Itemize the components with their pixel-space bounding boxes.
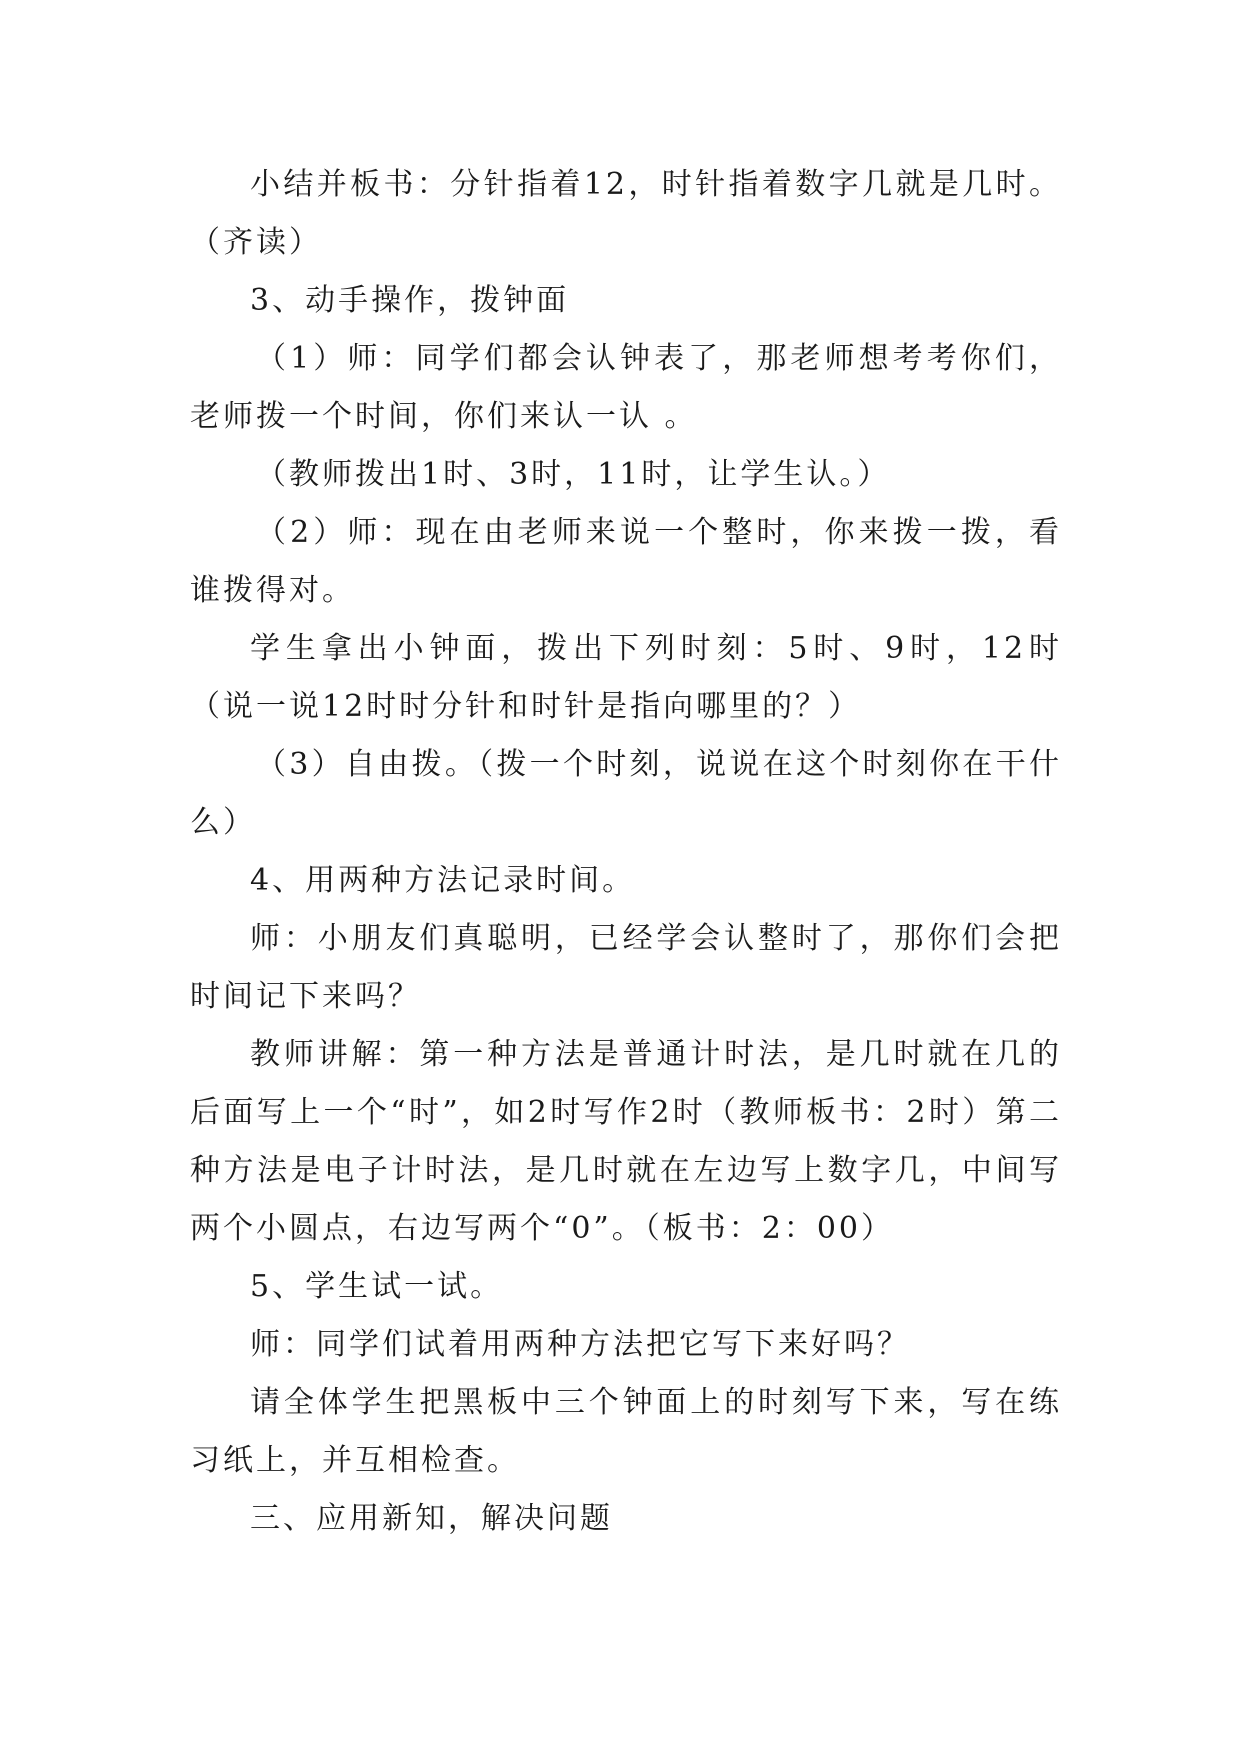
paragraph-step-4-heading: 4、用两种方法记录时间。 bbox=[250, 863, 636, 898]
paragraph-teacher-demo: （教师拨出1时、3时，11时，让学生认。） bbox=[256, 457, 891, 492]
paragraph-student-exercise: 请全体学生把黑板中三个钟面上的时刻写下来，写在练习纸上，并互相检查。 bbox=[190, 1385, 1062, 1478]
paragraph-student-clock: 学生拿出小钟面，拨出下列时刻：5时、9时，12时（说一说12时时分针和时针是指向哪里的？） bbox=[190, 631, 1062, 724]
paragraph-step-3-heading: 3、动手操作，拨钟面 bbox=[250, 283, 570, 318]
paragraph-step-3-3: （3）自由拨。（拨一个时刻，说说在这个时刻你在干什么） bbox=[190, 747, 1062, 840]
paragraph-step-5-heading: 5、学生试一试。 bbox=[250, 1269, 504, 1304]
paragraph-summary: 小结并板书：分针指着12，时针指着数字几就是几时。（齐读） bbox=[190, 167, 1062, 260]
paragraph-teacher-question: 师：小朋友们真聪明，已经学会认整时了，那你们会把时间记下来吗？ bbox=[190, 921, 1062, 1014]
paragraph-step-3-1: （1）师：同学们都会认钟表了，那老师想考考你们，老师拨一个时间，你们来认一认 。 bbox=[190, 341, 1062, 434]
paragraph-teacher-prompt: 师：同学们试着用两种方法把它写下来好吗？ bbox=[250, 1327, 910, 1362]
paragraph-step-3-2: （2）师：现在由老师来说一个整时，你来拨一拨，看谁拨得对。 bbox=[190, 515, 1062, 608]
document-body bbox=[190, 156, 1062, 1548]
paragraph-section-3-heading: 三、应用新知，解决问题 bbox=[250, 1501, 613, 1536]
paragraph-teacher-explanation: 教师讲解：第一种方法是普通计时法，是几时就在几的后面写上一个“时”，如2时写作2时（教师板书：2时）第二种方法是电子计时法，是几时就在左边写上数字几，中间写两个小圆点，右边写两个“0”。（板书：2：00） bbox=[190, 1037, 1062, 1246]
